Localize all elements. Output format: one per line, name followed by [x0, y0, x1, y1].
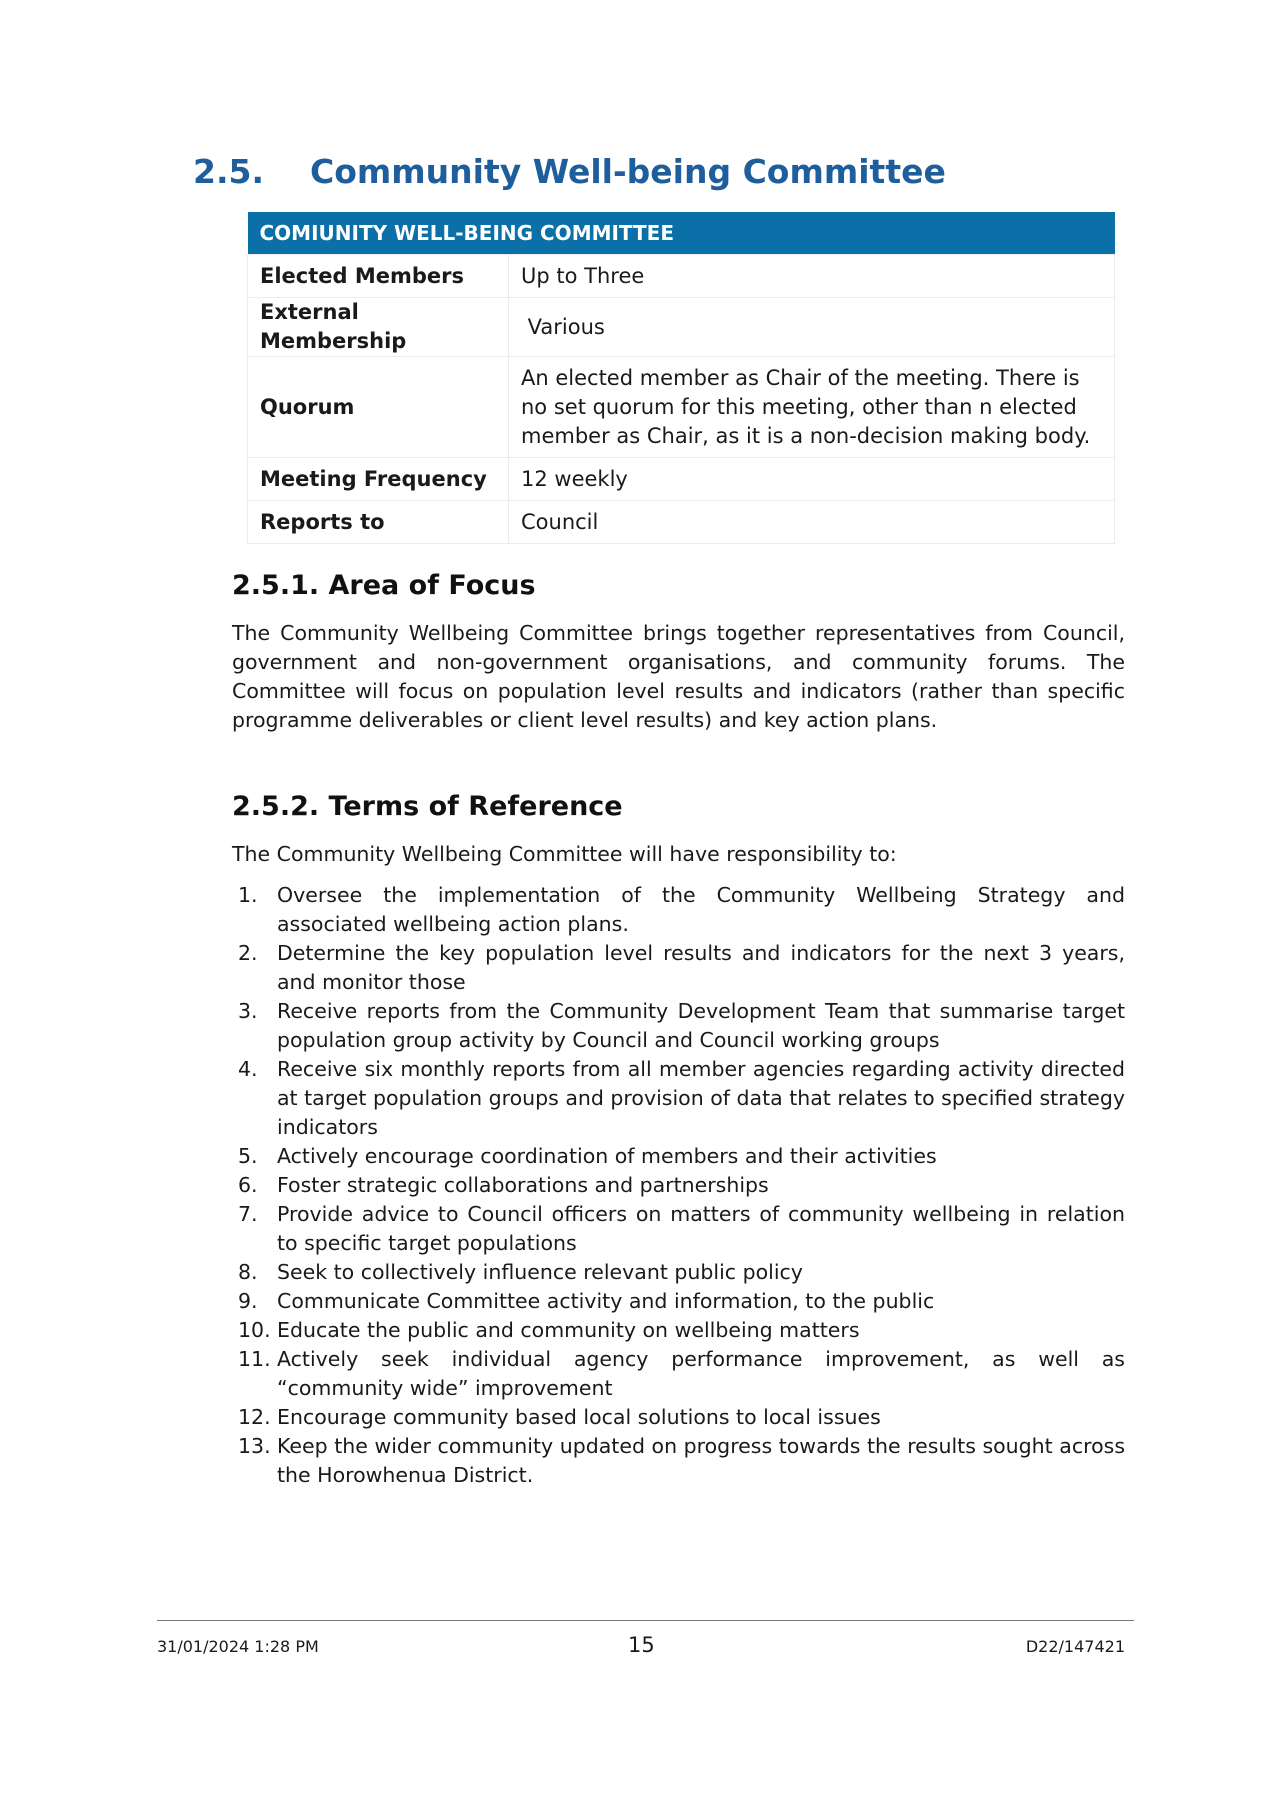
item-number: 5.: [238, 1144, 258, 1168]
list-item: [232, 1200, 1125, 1258]
item-text: Receive six monthly reports from all member agencies regarding activity directed at target population groups and provision of data that relates to specified strategy indicators: [277, 1057, 1125, 1139]
footer-divider: [157, 1620, 1134, 1621]
section-number: 2.5.: [193, 152, 264, 191]
item-text: Seek to collectively influence relevant public policy: [277, 1260, 803, 1284]
footer-doc-ref: D22/147421: [1025, 1637, 1125, 1656]
list-item: [232, 1403, 1125, 1432]
section-title: [193, 152, 946, 191]
item-text: Provide advice to Council officers on matters of community wellbeing in relation to specific target populations: [277, 1202, 1125, 1255]
terms-list: [232, 881, 1125, 1490]
item-number: 10.: [238, 1318, 271, 1342]
item-text: Oversee the implementation of the Community Wellbeing Strategy and associated wellbeing action plans.: [277, 883, 1125, 936]
item-number: 2.: [238, 941, 258, 965]
footer-datetime: 31/01/2024 1:28 PM: [157, 1637, 319, 1656]
item-text: Determine the key population level results and indicators for the next 3 years, and monitor those: [277, 941, 1125, 994]
list-item: [232, 939, 1125, 997]
row-label: Meeting Frequency: [248, 458, 509, 501]
item-text: Keep the wider community updated on progress towards the results sought across the Horowhenua District.: [277, 1434, 1125, 1487]
item-number: 6.: [238, 1173, 258, 1197]
list-item: [232, 1316, 1125, 1345]
list-item: [232, 1258, 1125, 1287]
table-row: [248, 357, 1115, 458]
area-of-focus-heading: 2.5.1. Area of Focus: [232, 570, 536, 601]
item-text: Foster strategic collaborations and partnerships: [277, 1173, 769, 1197]
item-number: 9.: [238, 1289, 258, 1313]
list-item: [232, 1171, 1125, 1200]
footer-page-number: 15: [628, 1633, 655, 1657]
terms-of-reference-heading: 2.5.2. Terms of Reference: [232, 791, 623, 822]
row-label: Reports to: [248, 501, 509, 544]
terms-of-reference-intro: The Community Wellbeing Committee will have responsibility to:: [232, 842, 897, 866]
row-value: Council: [509, 501, 1115, 544]
list-item: [232, 997, 1125, 1055]
table-header: COMIUNITY WELL-BEING COMMITTEE: [248, 212, 1115, 255]
item-text: Encourage community based local solutions to local issues: [277, 1405, 881, 1429]
row-value: Various: [509, 298, 1115, 357]
item-number: 7.: [238, 1202, 258, 1226]
item-number: 3.: [238, 999, 258, 1023]
list-item: [232, 881, 1125, 939]
table-row: [248, 458, 1115, 501]
table-row: [248, 255, 1115, 298]
table-row: [248, 501, 1115, 544]
table-row: [248, 298, 1115, 357]
item-number: 8.: [238, 1260, 258, 1284]
row-value: Up to Three: [509, 255, 1115, 298]
item-text: Receive reports from the Community Development Team that summarise target population group activity by Council and Council working groups: [277, 999, 1125, 1052]
item-number: 13.: [238, 1434, 271, 1458]
area-of-focus-text: The Community Wellbeing Committee brings together representatives from Council, government and non-government organisations, and community forums. The Committee will focus on population level results and indicators (rather than specific programme deliverables or client level results) and key action plans.: [232, 621, 1125, 732]
item-number: 1.: [238, 883, 258, 907]
list-item: [232, 1287, 1125, 1316]
item-text: Actively encourage coordination of members and their activities: [277, 1144, 937, 1168]
list-item: [232, 1345, 1125, 1403]
row-value: An elected member as Chair of the meeting. There is no set quorum for this meeting, other than n elected member as Chair, as it is a non-decision making body.: [509, 357, 1115, 458]
section-title-text: Community Well-being Committee: [310, 152, 946, 191]
item-number: 11.: [238, 1347, 271, 1371]
row-label: External Membership: [248, 298, 509, 357]
item-text: Actively seek individual agency performance improvement, as well as “community wide” improvement: [277, 1347, 1125, 1400]
committee-info-table: [247, 212, 1115, 544]
row-label: Elected Members: [248, 255, 509, 298]
item-text: Educate the public and community on wellbeing matters: [277, 1318, 860, 1342]
item-number: 12.: [238, 1405, 271, 1429]
item-text: Communicate Committee activity and information, to the public: [277, 1289, 935, 1313]
list-item: [232, 1432, 1125, 1490]
row-value: 12 weekly: [509, 458, 1115, 501]
item-number: 4.: [238, 1057, 258, 1081]
list-item: [232, 1142, 1125, 1171]
list-item: [232, 1055, 1125, 1142]
row-label: Quorum: [248, 357, 509, 458]
